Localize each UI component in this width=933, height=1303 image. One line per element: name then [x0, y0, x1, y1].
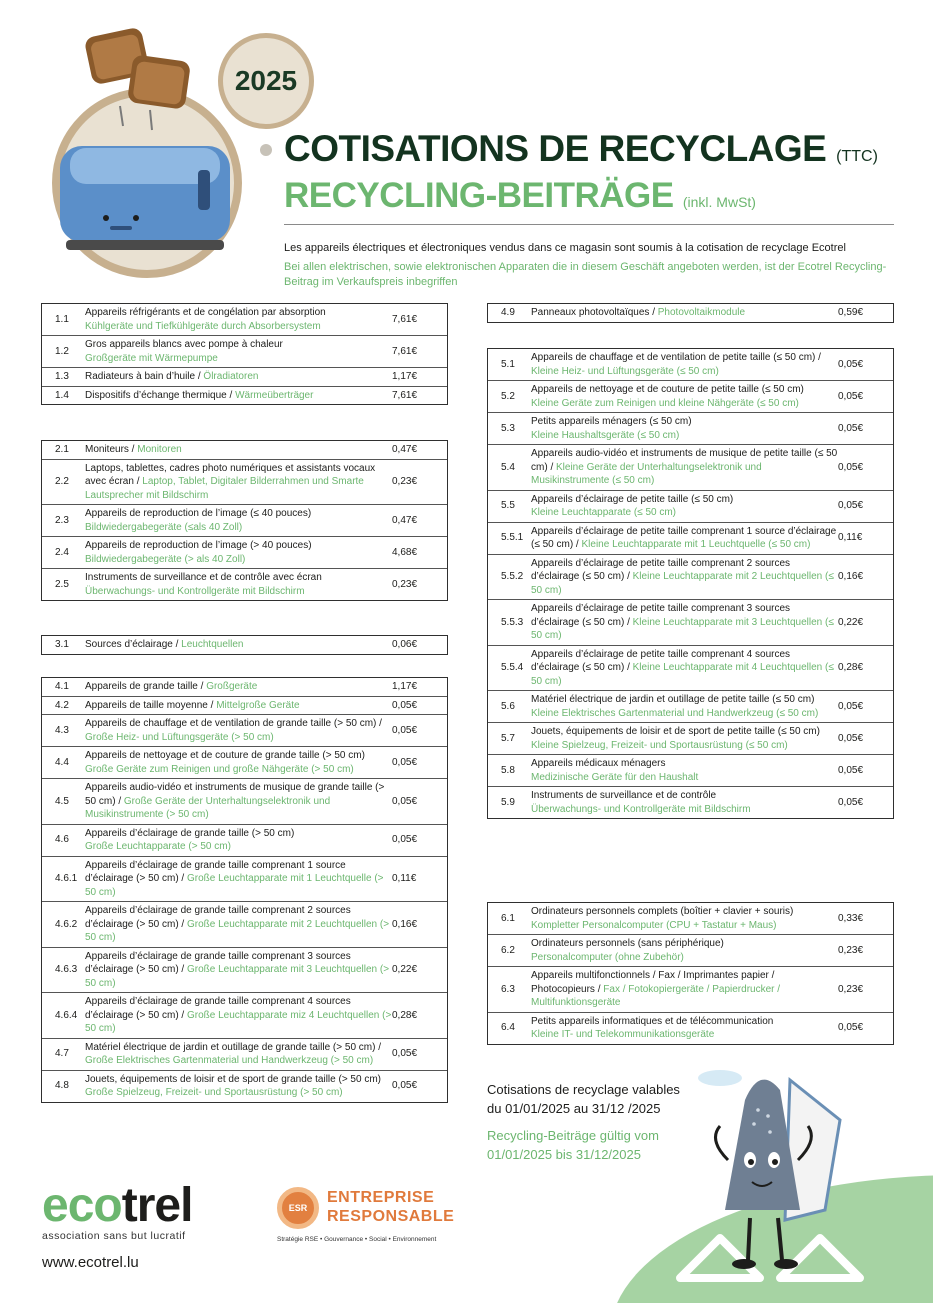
- description-fr: Appareils d’éclairage de petite taille comprenant 3 sources d’éclairage (≤ 50 cm) /: [531, 603, 791, 628]
- category-description: [85, 857, 392, 902]
- description-de: Große Heiz- und Lüftungsgeräte (> 50 cm): [85, 731, 274, 743]
- fee-price: 0,05€: [392, 724, 418, 736]
- category-number: 1.4: [55, 389, 69, 401]
- fee-price: 0,05€: [838, 700, 864, 712]
- category-description: [531, 445, 838, 490]
- description-de: Kleine Haushaltsgeräte (≤ 50 cm): [531, 429, 680, 441]
- table-row: [42, 901, 447, 947]
- description-fr: Appareils audio-vidéo et instruments de musique de petite taille (≤ 50 cm) /: [531, 448, 838, 473]
- fee-price: 0,22€: [392, 964, 418, 975]
- category-description: [85, 902, 392, 947]
- description-fr: Appareils de grande taille /: [85, 681, 204, 692]
- fee-price: 0,11€: [838, 532, 863, 544]
- description-de: Große Leuchtapparate mit 3 Leuchtquellen (> 50 cm): [85, 964, 390, 989]
- fee-price: 0,28€: [838, 662, 864, 673]
- fee-price: 0,16€: [392, 918, 418, 930]
- description-de: Große Leuchtapparate mit 1 Leuchtquelle (> 50 cm): [85, 873, 384, 898]
- category-description: [531, 381, 838, 412]
- description-de: Kleine Spielzeug, Freizeit- und Sportausrüstung (≤ 50 cm): [531, 739, 788, 751]
- category-description: [85, 336, 392, 367]
- category-number: 5.4: [501, 461, 515, 473]
- category-number: 4.6.1: [55, 873, 78, 884]
- category-description: [531, 787, 838, 818]
- category-description: [531, 935, 838, 966]
- description-de: Große Geräte der Unterhaltungselektronik und Musikinstrumente (> 50 cm): [85, 795, 331, 820]
- description-fr: Appareils d’éclairage de grande taille comprenant 2 sources d’éclairage (> 50 cm) /: [85, 905, 351, 930]
- description-de: Laptop, Tablet, Digitaler Bilderrahmen und Smarte Lautsprecher mit Bildschirm: [85, 476, 364, 501]
- fee-price: 1,17€: [392, 371, 418, 382]
- description-fr: Appareils de nettoyage et de couture de petite taille (≤ 50 cm): [531, 384, 804, 395]
- table-row: [42, 335, 447, 367]
- category-description: [85, 569, 392, 600]
- category-description: [85, 387, 392, 405]
- category-number: 4.8: [55, 1080, 69, 1092]
- category-number: 4.6.4: [55, 1009, 78, 1021]
- description-fr: Petits appareils informatiques et de télécommunication: [531, 1015, 774, 1027]
- category-number: 6.3: [501, 983, 515, 995]
- table-row: [42, 856, 447, 902]
- description-de: Fax / Fotokopiergeräte / Papierdrucker / Multifunktionsgeräte: [531, 983, 781, 1008]
- category-number: 2.4: [55, 546, 69, 558]
- fee-price: 0,05€: [838, 1022, 864, 1034]
- description-fr: Appareils multifonctionnels / Fax / Imprimantes papier / Photocopieurs /: [531, 970, 775, 995]
- page-title-fr: COTISATIONS DE RECYCLAGE (TTC): [284, 128, 878, 169]
- category-number: 6.2: [501, 944, 515, 956]
- description-de: Bildwiedergabegeräte (> als 40 Zoll): [85, 553, 246, 565]
- description-fr: Panneaux photovoltaïques /: [531, 307, 655, 318]
- description-fr: Appareils d’éclairage de grande taille comprenant 1 source d’éclairage (> 50 cm) /: [85, 859, 346, 884]
- category-number: 4.1: [55, 681, 69, 692]
- category-number: 2.3: [55, 514, 69, 526]
- category-number: 5.9: [501, 796, 515, 808]
- category-description: [85, 505, 392, 536]
- description-fr: Appareils d’éclairage de petite taille comprenant 4 sources d’éclairage (≤ 50 cm) /: [531, 648, 791, 673]
- description-de: Photovoltaikmodule: [657, 307, 746, 318]
- fee-table-cat1: [41, 303, 448, 405]
- table-row: [488, 444, 893, 490]
- category-description: [531, 723, 838, 754]
- category-description: [85, 1039, 392, 1070]
- table-row: [42, 1070, 447, 1102]
- description-fr: Moniteurs /: [85, 444, 135, 455]
- category-number: 5.5.3: [501, 616, 524, 628]
- table-row: [488, 1012, 893, 1044]
- table-row: [488, 490, 893, 522]
- website-link[interactable]: www.ecotrel.lu: [42, 1254, 139, 1271]
- description-de: Ölradiatoren: [203, 371, 259, 382]
- category-description: [531, 523, 838, 554]
- category-number: 4.4: [55, 756, 69, 768]
- category-description: [85, 460, 392, 505]
- table-row: [488, 645, 893, 691]
- description-de: Kleine Elektrisches Gartenmaterial und Handwerkzeug (≤ 50 cm): [531, 707, 819, 719]
- category-description: [85, 1071, 392, 1102]
- category-description: [531, 600, 838, 645]
- header-divider: [284, 224, 894, 225]
- table-row: [42, 304, 447, 335]
- description-de: Personalcomputer (ohne Zubehör): [531, 951, 684, 963]
- category-number: 4.6.3: [55, 964, 78, 975]
- fee-price: 0,47€: [392, 444, 418, 455]
- esr-subtitle: Stratégie RSE • Gouvernance • Social • Environnement: [277, 1236, 437, 1243]
- category-description: [531, 755, 838, 786]
- description-fr: Radiateurs à bain d’huile /: [85, 371, 201, 382]
- description-fr: Instruments de surveillance et de contrôle: [531, 790, 717, 801]
- fee-price: 7,61€: [392, 345, 418, 357]
- fee-table-cat3: [41, 635, 448, 655]
- description-de: Kleine Leuchtapparate mit 1 Leuchtquelle (≤ 50 cm): [581, 539, 811, 550]
- fee-price: 0,05€: [392, 1080, 418, 1092]
- table-row: [42, 386, 447, 405]
- fee-price: 4,68€: [392, 546, 418, 558]
- title-bullet: [260, 144, 272, 156]
- fee-table-cat4: [41, 677, 448, 1103]
- table-row: [42, 778, 447, 824]
- description-fr: Appareils audio-vidéo et instruments de musique de grande taille (> 50 cm) /: [85, 782, 385, 807]
- category-description: [85, 993, 392, 1038]
- fee-price: 0,23€: [838, 944, 864, 956]
- fee-price: 0,05€: [392, 699, 418, 711]
- description-de: Kleine Geräte der Unterhaltungselektronik und Musikinstrumente (≤ 50 cm): [531, 461, 762, 486]
- table-row: [42, 459, 447, 505]
- category-description: [531, 967, 838, 1012]
- category-description: [531, 691, 838, 722]
- description-fr: Petits appareils ménagers (≤ 50 cm): [531, 416, 692, 427]
- fee-price: 0,16€: [838, 571, 864, 582]
- category-description: [85, 825, 392, 856]
- description-de: Wärmeüberträger: [235, 389, 314, 401]
- description-fr: Appareils de chauffage et de ventilation de petite taille (≤ 50 cm) /: [531, 352, 821, 363]
- table-row: [488, 934, 893, 966]
- description-de: Kleine Leuchtapparate (≤ 50 cm): [531, 507, 677, 518]
- category-number: 3.1: [55, 639, 69, 650]
- category-description: [531, 349, 838, 380]
- description-fr: Ordinateurs personnels (sans périphérique): [531, 938, 724, 949]
- description-de: Leuchtquellen: [181, 639, 244, 650]
- fee-price: 7,61€: [392, 389, 418, 401]
- category-description: [531, 304, 838, 322]
- table-row: [42, 367, 447, 386]
- description-de: Große Elektrisches Gartenmaterial und Handwerkzeug (> 50 cm): [85, 1055, 374, 1066]
- description-fr: Appareils de nettoyage et de couture de grande taille (> 50 cm): [85, 750, 365, 761]
- description-fr: Jouets, équipements de loisir et de sport de grande taille (> 50 cm): [85, 1073, 381, 1085]
- description-de: Großgeräte mit Wärmepumpe: [85, 352, 218, 364]
- table-row: [488, 380, 893, 412]
- category-description: [531, 413, 838, 444]
- category-description: [85, 715, 392, 746]
- category-description: [85, 697, 392, 715]
- fee-price: 0,05€: [392, 795, 418, 807]
- category-number: 5.2: [501, 390, 515, 402]
- fee-table-cat6: [487, 902, 894, 1045]
- table-row: [42, 696, 447, 715]
- description-fr: Dispositifs d’échange thermique /: [85, 389, 233, 401]
- fee-table-cat5: [487, 348, 894, 819]
- description-fr: Appareils de reproduction de l’image (> 40 pouces): [85, 540, 312, 551]
- category-description: [531, 903, 838, 934]
- table-row: [42, 568, 447, 600]
- table-row: [42, 947, 447, 993]
- fee-price: 0,59€: [838, 307, 864, 318]
- year-badge: 2025: [218, 33, 314, 129]
- table-row: [42, 504, 447, 536]
- fee-price: 0,05€: [838, 390, 864, 402]
- table-row: [488, 754, 893, 786]
- category-number: 5.5.4: [501, 662, 524, 673]
- description-de: Kleine Leuchtapparate mit 2 Leuchtquellen (≤ 50 cm): [531, 571, 834, 596]
- category-number: 5.5.1: [501, 532, 524, 544]
- fee-price: 0,05€: [392, 756, 418, 768]
- category-number: 4.9: [501, 307, 515, 318]
- description-fr: Appareils de reproduction de l’image (≤ 40 pouces): [85, 508, 312, 519]
- table-row: [488, 522, 893, 554]
- description-de: Medizinische Geräte für den Haushalt: [531, 771, 699, 783]
- description-de: Kleine Leuchtapparate mit 3 Leuchtquellen (≤ 50 cm): [531, 616, 834, 641]
- description-fr: Matériel électrique de jardin et outillage de petite taille (≤ 50 cm): [531, 694, 815, 705]
- fee-price: 0,23€: [392, 476, 418, 487]
- category-number: 1.3: [55, 371, 69, 382]
- category-number: 5.5: [501, 500, 515, 512]
- description-fr: Jouets, équipements de loisir et de sport de petite taille (≤ 50 cm): [531, 726, 820, 737]
- category-number: 4.6: [55, 834, 69, 846]
- table-row: [42, 992, 447, 1038]
- category-number: 2.5: [55, 578, 69, 590]
- description-fr: Sources d’éclairage /: [85, 639, 179, 650]
- description-de: Mittelgroße Geräte: [216, 699, 300, 711]
- category-number: 5.7: [501, 732, 515, 744]
- table-row: [42, 746, 447, 778]
- description-de: Große Geräte zum Reinigen und große Nähgeräte (> 50 cm): [85, 763, 354, 775]
- description-fr: Ordinateurs personnels complets (boîtier + clavier + souris): [531, 906, 794, 917]
- table-row: [42, 441, 447, 459]
- fee-price: 1,17€: [392, 681, 418, 692]
- validity-fr: Cotisations de recyclage valables du 01/01/2025 au 31/12 /2025: [487, 1082, 680, 1116]
- fee-price: 0,05€: [838, 796, 864, 808]
- fee-price: 0,22€: [838, 616, 864, 628]
- fee-price: 0,05€: [392, 834, 418, 846]
- table-row: [42, 1038, 447, 1070]
- description-de: Kompletter Personalcomputer (CPU + Tastatur + Maus): [531, 919, 777, 931]
- table-row: [488, 349, 893, 380]
- description-de: Kleine Geräte zum Reinigen und kleine Nähgeräte (≤ 50 cm): [531, 397, 799, 409]
- description-de: Bildwiedergabegeräte (≤als 40 Zoll): [85, 521, 243, 533]
- category-description: [531, 646, 838, 691]
- description-de: Großgeräte: [206, 681, 258, 692]
- category-number: 5.3: [501, 422, 515, 434]
- intro-text-de: Bei allen elektrischen, sowie elektronischen Apparaten die in diesem Geschäft angeboten werden, ist der Ecotrel Recycling-Beitrag im Verkaufspreis inbegriffen: [284, 261, 887, 288]
- description-de: Monitoren: [137, 444, 182, 455]
- description-fr: Appareils réfrigérants et de congélation par absorption: [85, 307, 326, 318]
- table-row: [42, 636, 447, 654]
- fee-price: 0,11€: [392, 873, 417, 884]
- description-de: Große Leuchtapparate (> 50 cm): [85, 841, 231, 852]
- description-fr: Appareils d’éclairage de petite taille (≤ 50 cm): [531, 493, 734, 505]
- description-fr: Matériel électrique de jardin et outillage de grande taille (> 50 cm) /: [85, 1041, 381, 1053]
- table-row: [42, 824, 447, 856]
- category-description: [85, 441, 392, 459]
- category-number: 1.1: [55, 313, 69, 325]
- description-de: Große Spielzeug, Freizeit- und Sportausrüstung (> 50 cm): [85, 1087, 343, 1098]
- fee-price: 0,05€: [838, 764, 864, 776]
- category-number: 4.2: [55, 699, 69, 711]
- table-row: [488, 412, 893, 444]
- esr-logo-icon: ESR: [277, 1187, 319, 1229]
- fee-price: 0,23€: [392, 578, 418, 590]
- description-fr: Appareils de taille moyenne /: [85, 699, 214, 711]
- table-row: [488, 690, 893, 722]
- description-de: Große Leuchtapparate mit 2 Leuchtquellen (> 50 cm): [85, 918, 390, 943]
- category-description: [85, 747, 392, 778]
- description-fr: Instruments de surveillance et de contrôle avec écran: [85, 572, 322, 583]
- description-fr: Appareils d’éclairage de grande taille comprenant 4 sources d’éclairage (> 50 cm) /: [85, 996, 351, 1021]
- fee-price: 0,47€: [392, 514, 418, 526]
- description-de: Kleine Leuchtapparate mit 4 Leuchtquellen (≤ 50 cm): [531, 662, 834, 687]
- fee-price: 0,05€: [838, 461, 864, 473]
- category-number: 4.3: [55, 724, 69, 736]
- fee-table-cat2: [41, 440, 448, 601]
- category-number: 4.6.2: [55, 918, 78, 930]
- fee-price: 7,61€: [392, 313, 418, 325]
- category-description: [85, 948, 392, 993]
- validity-de: Recycling-Beiträge gültig vom 01/01/2025 bis 31/12/2025: [487, 1128, 659, 1162]
- description-de: Überwachungs- und Kontrollgeräte mit Bildschirm: [531, 803, 751, 815]
- category-number: 2.1: [55, 444, 69, 455]
- description-fr: Appareils d’éclairage de grande taille comprenant 3 sources d’éclairage (> 50 cm) /: [85, 950, 351, 975]
- category-description: [531, 555, 838, 600]
- category-number: 5.1: [501, 358, 515, 370]
- category-number: 5.6: [501, 700, 515, 712]
- table-row: [488, 599, 893, 645]
- esr-title: ENTREPRISE RESPONSABLE: [327, 1189, 455, 1225]
- fee-price: 0,05€: [392, 1048, 418, 1060]
- description-de: Kühlgeräte und Tiefkühlgeräte durch Absorbersystem: [85, 320, 321, 332]
- fee-price: 0,05€: [838, 422, 864, 434]
- description-de: Große Leuchtapparate miz 4 Leuchtquellen (> 50 cm): [85, 1009, 392, 1034]
- category-number: 6.1: [501, 912, 515, 924]
- category-description: [85, 779, 392, 824]
- description-fr: Appareils d’éclairage de petite taille comprenant 1 source d’éclairage (≤ 50 cm) /: [531, 525, 837, 550]
- description-fr: Appareils médicaux ménagers: [531, 758, 666, 769]
- fee-price: 0,05€: [838, 732, 864, 744]
- description-fr: Laptops, tablettes, cadres photo numériques et assistants vocaux avec écran /: [85, 462, 376, 487]
- fee-price: 0,28€: [392, 1009, 418, 1021]
- category-number: 5.5.2: [501, 571, 524, 582]
- table-row: [42, 714, 447, 746]
- fee-price: 0,05€: [838, 500, 864, 512]
- description-de: Überwachungs- und Kontrollgeräte mit Bildschirm: [85, 585, 305, 597]
- intro-text-fr: Les appareils électriques et électroniques vendus dans ce magasin sont soumis à la cotisation de recyclage Ecotrel: [284, 242, 846, 254]
- category-description: [85, 678, 392, 696]
- description-de: Kleine Heiz- und Lüftungsgeräte (≤ 50 cm): [531, 365, 719, 377]
- fee-price: 0,33€: [838, 912, 864, 924]
- table-row: [488, 966, 893, 1012]
- fee-price: 0,05€: [838, 358, 864, 370]
- description-fr: Appareils d’éclairage de grande taille (> 50 cm): [85, 827, 295, 839]
- category-number: 6.4: [501, 1022, 515, 1034]
- ecotrel-tagline: association sans but lucratif: [42, 1230, 186, 1242]
- table-row: [488, 554, 893, 600]
- category-number: 4.5: [55, 795, 69, 807]
- category-description: [85, 537, 392, 568]
- category-number: 4.7: [55, 1048, 69, 1060]
- description-fr: Appareils de chauffage et de ventilation de grande taille (> 50 cm) /: [85, 718, 382, 729]
- category-description: [531, 491, 838, 522]
- table-row: [42, 678, 447, 696]
- toast-slice-icon: [84, 26, 191, 130]
- fee-table-cat4-9: [487, 303, 894, 323]
- table-row: [42, 536, 447, 568]
- table-row: [488, 786, 893, 818]
- page-title-de: RECYCLING-BEITRÄGE (inkl. MwSt): [284, 176, 756, 215]
- fee-price: 0,06€: [392, 639, 418, 650]
- ecotrel-logo: ecotrel: [42, 1179, 193, 1232]
- category-number: 1.2: [55, 345, 69, 357]
- iron-mascot-illustration: [690, 1060, 850, 1275]
- category-description: [85, 304, 392, 335]
- category-number: 2.2: [55, 476, 69, 487]
- description-de: Kleine IT- und Telekommunikationsgeräte: [531, 1029, 715, 1040]
- category-number: 5.8: [501, 764, 515, 776]
- category-description: [531, 1013, 838, 1044]
- description-fr: Gros appareils blancs avec pompe à chaleur: [85, 339, 283, 350]
- table-row: [488, 304, 893, 322]
- table-row: [488, 722, 893, 754]
- category-description: [85, 368, 392, 386]
- description-fr: Appareils d’éclairage de petite taille comprenant 2 sources d’éclairage (≤ 50 cm) /: [531, 557, 791, 582]
- category-description: [85, 636, 392, 654]
- fee-price: 0,23€: [838, 983, 864, 995]
- table-row: [488, 903, 893, 934]
